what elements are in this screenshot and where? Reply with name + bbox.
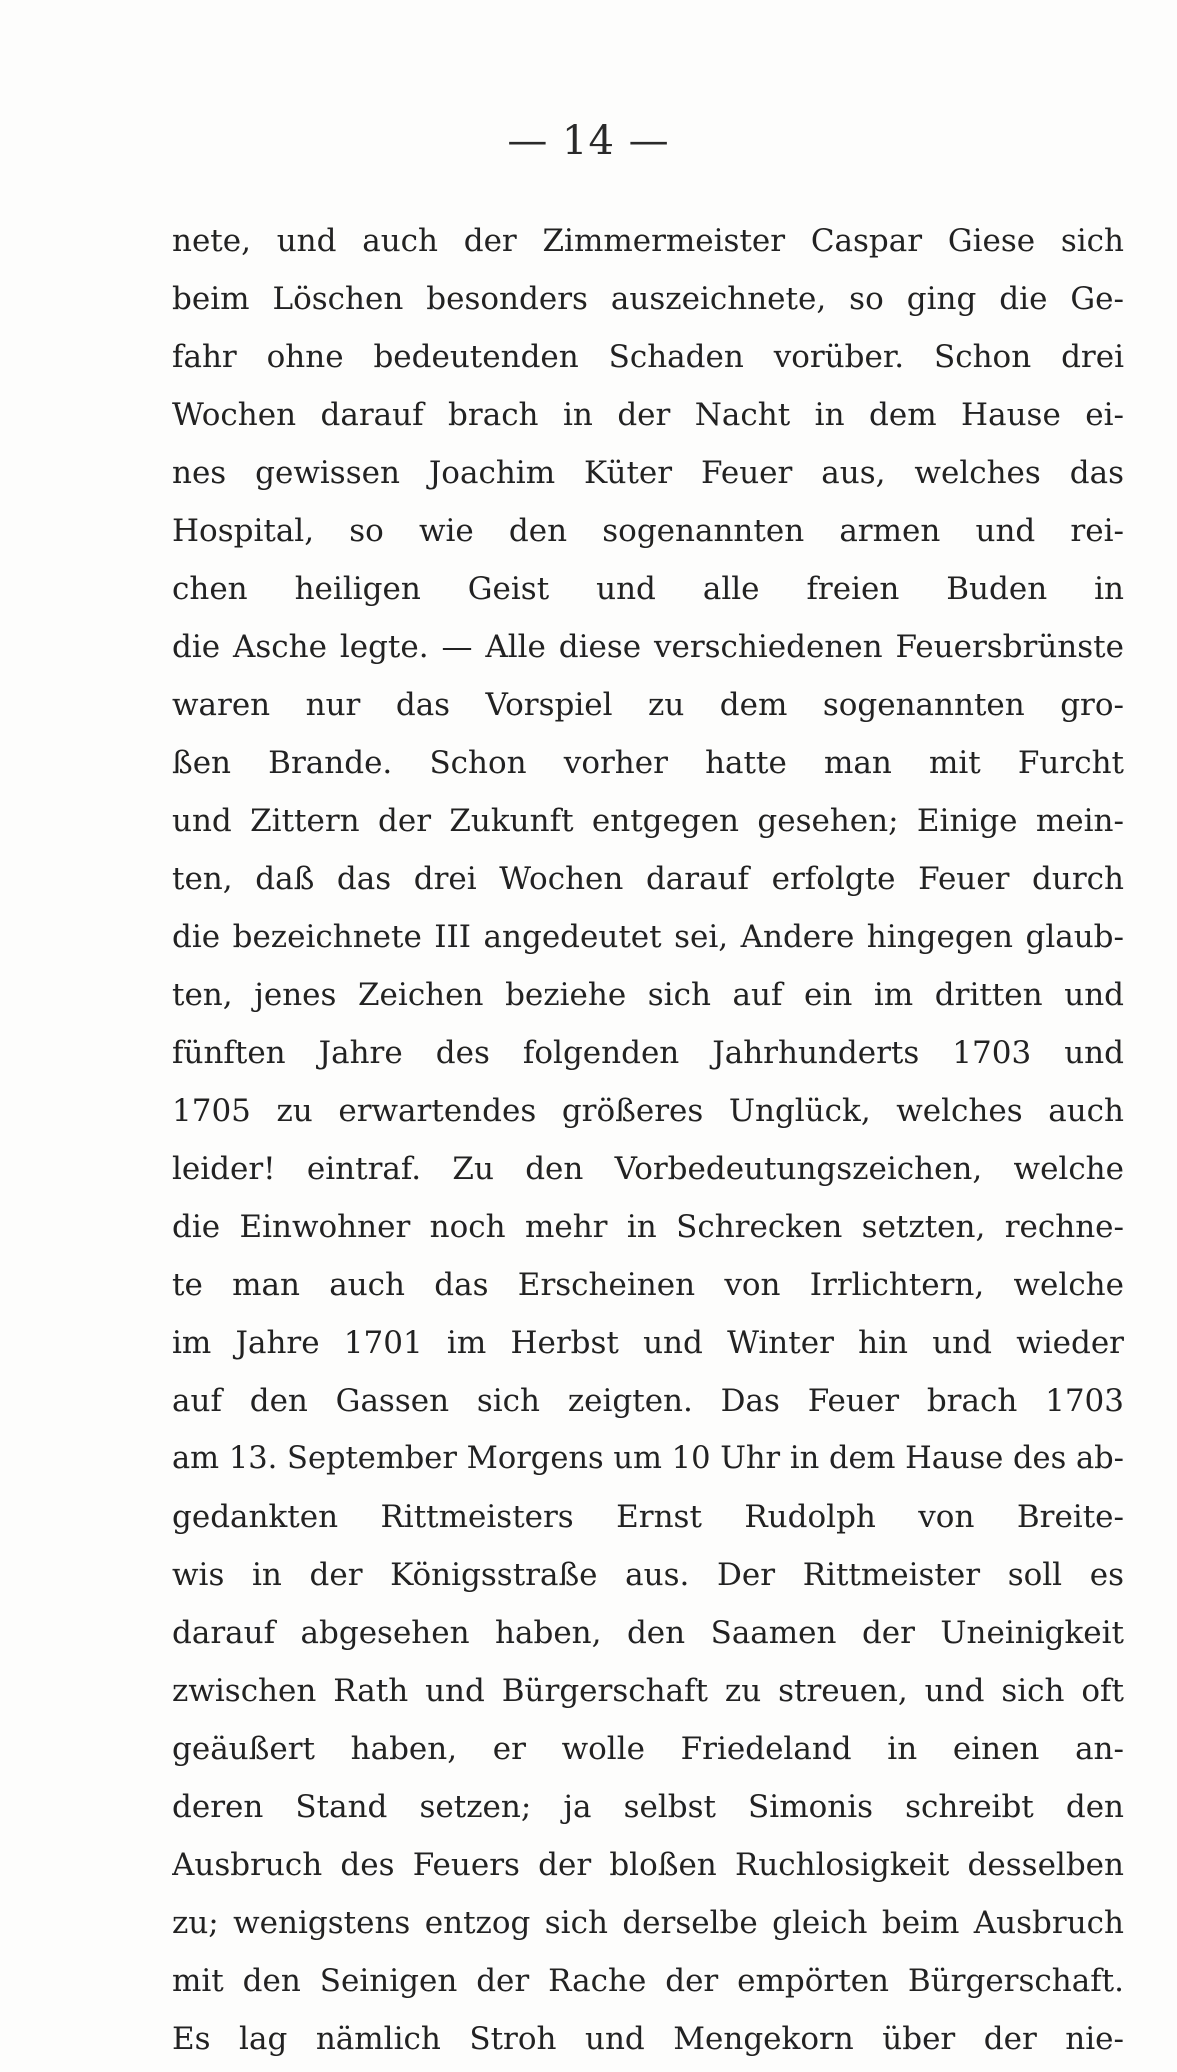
text-line: ten, jenes Zeichen beziehe sich auf ein im dritten und [172,977,1124,1013]
text-line: ten, daß das drei Wochen darauf erfolgte Feuer durch [172,861,1124,897]
text-line: zu; wenigstens entzog sich derselbe gleich beim Ausbruch [172,1905,1124,1941]
text-line: Hospital, so wie den sogenannten armen und rei- [172,513,1124,549]
text-line: Ausbruch des Feuers der bloßen Ruchlosigkeit desselben [172,1847,1124,1883]
text-line: im Jahre 1701 im Herbst und Winter hin und wieder [172,1325,1124,1361]
text-line: am 13. September Morgens um 10 Uhr in dem Hause des ab- [172,1441,1124,1476]
text-line: auf den Gassen sich zeigten. Das Feuer brach 1703 [172,1383,1124,1419]
text-line: leider! eintraf. Zu den Vorbedeutungszeichen, welche [172,1151,1124,1187]
text-line: gedankten Rittmeisters Ernst Rudolph von Breite- [172,1499,1124,1535]
text-line: die Asche legte. — Alle diese verschiedenen Feuersbrünste [172,629,1124,665]
text-line: geäußert haben, er wolle Friedeland in einen an- [172,1731,1124,1767]
text-line: 1705 zu erwartendes größeres Unglück, welches auch [172,1093,1124,1129]
text-line: zwischen Rath und Bürgerschaft zu streuen, und sich oft [172,1673,1124,1709]
text-line: beim Löschen besonders auszeichnete, so ging die Ge- [172,281,1124,317]
text-line: die Einwohner noch mehr in Schrecken setzten, rechne- [172,1209,1124,1245]
text-line: darauf abgesehen haben, den Saamen der Uneinigkeit [172,1615,1124,1651]
text-line: fünften Jahre des folgenden Jahrhunderts 1703 und [172,1035,1124,1071]
text-line: wis in der Königsstraße aus. Der Rittmeister soll es [172,1557,1124,1593]
text-line: und Zittern der Zukunft entgegen gesehen; Einige mein- [172,803,1124,839]
text-line: waren nur das Vorspiel zu dem sogenannten gro- [172,687,1124,723]
text-line: mit den Seinigen der Rache der empörten Bürgerschaft. [172,1963,1124,1999]
text-line: deren Stand setzen; ja selbst Simonis schreibt den [172,1789,1124,1825]
body-text [172,212,1124,2068]
text-line: te man auch das Erscheinen von Irrlichtern, welche [172,1267,1124,1303]
text-line: die bezeichnete III angedeutet sei, Andere hingegen glaub- [172,919,1124,955]
text-line: chen heiligen Geist und alle freien Buden in [172,571,1124,607]
text-line: Es lag nämlich Stroh und Mengekorn über der nie- [172,2021,1124,2057]
text-line: nes gewissen Joachim Küter Feuer aus, welches das [172,455,1124,491]
text-line: nete, und auch der Zimmermeister Caspar Giese sich [172,223,1124,259]
text-line: ßen Brande. Schon vorher hatte man mit Furcht [172,745,1124,781]
text-line: fahr ohne bedeutenden Schaden vorüber. Schon drei [172,339,1124,375]
page-number: — 14 — [507,118,670,164]
text-line: Wochen darauf brach in der Nacht in dem Hause ei- [172,397,1124,433]
